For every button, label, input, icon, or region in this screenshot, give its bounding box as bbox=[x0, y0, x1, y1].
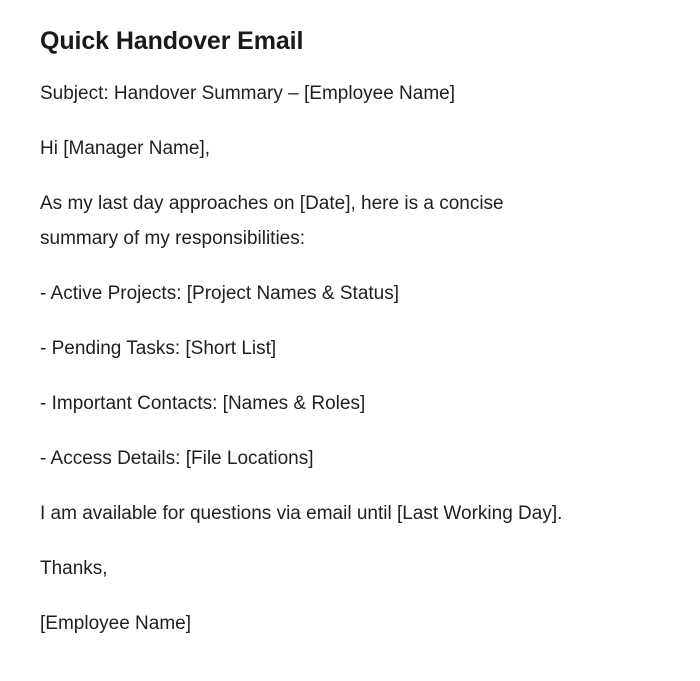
greeting-line: Hi [Manager Name], bbox=[40, 138, 211, 159]
item-active-projects: - Active Projects: [Project Names & Status] bbox=[40, 283, 400, 304]
subject-line: Subject: Handover Summary – [Employee Name] bbox=[40, 83, 456, 104]
intro-paragraph: As my last day approaches on [Date], here is a concise summary of my responsibilities: bbox=[40, 193, 504, 249]
page-title: Quick Handover Email bbox=[40, 27, 304, 55]
item-access-details: - Access Details: [File Locations] bbox=[40, 448, 314, 469]
availability-line: I am available for questions via email until [Last Working Day]. bbox=[40, 503, 563, 524]
item-pending-tasks: - Pending Tasks: [Short List] bbox=[40, 338, 277, 359]
item-important-contacts: - Important Contacts: [Names & Roles] bbox=[40, 393, 366, 414]
email-body bbox=[40, 76, 620, 641]
signature-line: [Employee Name] bbox=[40, 613, 192, 634]
signoff-line: Thanks, bbox=[40, 558, 108, 579]
